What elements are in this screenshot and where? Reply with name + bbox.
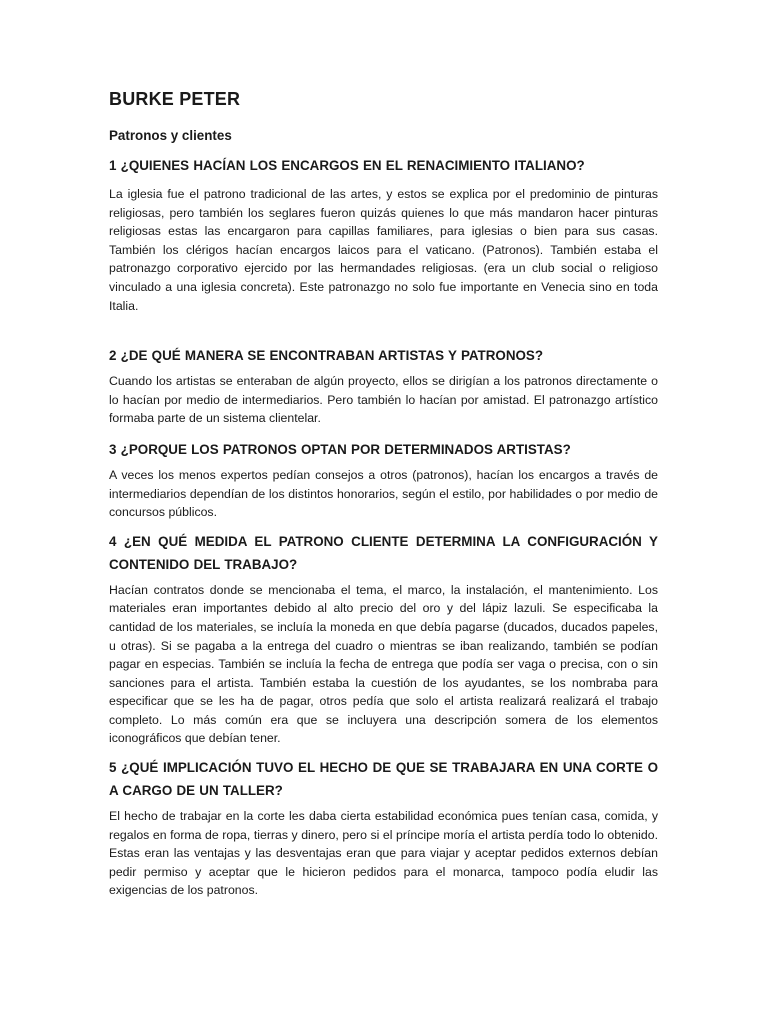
document-page <box>109 86 658 900</box>
answer-2-paragraph: Cuando los artistas se enteraban de algún proyecto, ellos se dirigían a los patronos directamente o lo hacían por medio de intermediarios. Pero también lo hacían por amistad. El patronazgo artístico formaba parte de un sistema clientelar. <box>109 374 658 426</box>
question-5-heading: 5 ¿QUÉ IMPLICACIÓN TUVO EL HECHO DE QUE SE TRABAJARA EN UNA CORTE O A CARGO DE UN TALLER? <box>109 760 658 799</box>
answer-4-paragraph: Hacían contratos donde se mencionaba el tema, el marco, la instalación, el mantenimiento. Los materiales eran importantes debido al alto precio del oro y del lápiz lazuli. Se especificaba la cantidad de los materiales, se incluía la moneda en que debía pagarse (ducados, ducados papeles, u otras). Si se pagaba a la entrega del cuadro o mientras se iban realizando, también se podían pagar en especias. También se incluía la fecha de entrega que podía ser vaga o precisa, con o sin sanciones para el artista. También estaba la cuestión de los ayudantes, se los nombraba para especificar que se les ha de pagar, otros pedía que solo el artista realizará realizará el trabajo completo. Lo más común era que se incluyera una descripción somera de los elementos iconográficos que debían tener. <box>109 582 658 746</box>
answer-5-paragraph: El hecho de trabajar en la corte les daba cierta estabilidad económica pues tenían casa, comida, y regalos en forma de ropa, tierras y dinero, pero si el príncipe moría el artista perdía todo lo obtenido. Estas eran las ventajas y las desventajas eran que para viajar y aceptar pedidos externos debían pedir permiso y aceptar que le hicieron pedidos para el monarca, tampoco podía eludir las exigencias de los patronos. <box>109 809 658 898</box>
question-4-heading: 4 ¿EN QUÉ MEDIDA EL PATRONO CLIENTE DETERMINA LA CONFIGURACIÓN Y CONTENIDO DEL TRABAJO? <box>109 533 658 572</box>
question-2-heading: 2 ¿DE QUÉ MANERA SE ENCONTRABAN ARTISTAS Y PATRONOS? <box>109 348 544 364</box>
answer-3-paragraph: A veces los menos expertos pedían consejos a otros (patronos), hacían los encargos a través de intermediarios dependían de los distintos honorarios, según el estilo, por habilidades o por medio de concursos públicos. <box>109 467 658 520</box>
question-3-heading: 3 ¿PORQUE LOS PATRONOS OPTAN POR DETERMINADOS ARTISTAS? <box>109 441 571 457</box>
document-title: BURKE PETER <box>109 89 241 109</box>
answer-1-paragraph: La iglesia fue el patrono tradicional de las artes, y estos se explica por el predominio de pinturas religiosas, pero también los seglares fueron quizás quienes lo que más mandaron hacer pinturas religiosas estas las encargaron para capillas familiares, para iglesias o bien para sus casas. También los clérigos hacían encargos laicos para el vaticano. (Patronos). También estaba el patronazgo corporativo ejercido por las hermandades religiosas. (era un club social o religioso vinculado a una iglesia concreta). Este patronazgo no solo fue importante en Venecia sino en toda Italia. <box>109 187 658 313</box>
document-subtitle: Patronos y clientes <box>109 128 232 143</box>
question-1-heading: 1 ¿QUIENES HACÍAN LOS ENCARGOS EN EL RENACIMIENTO ITALIANO? <box>109 158 585 173</box>
